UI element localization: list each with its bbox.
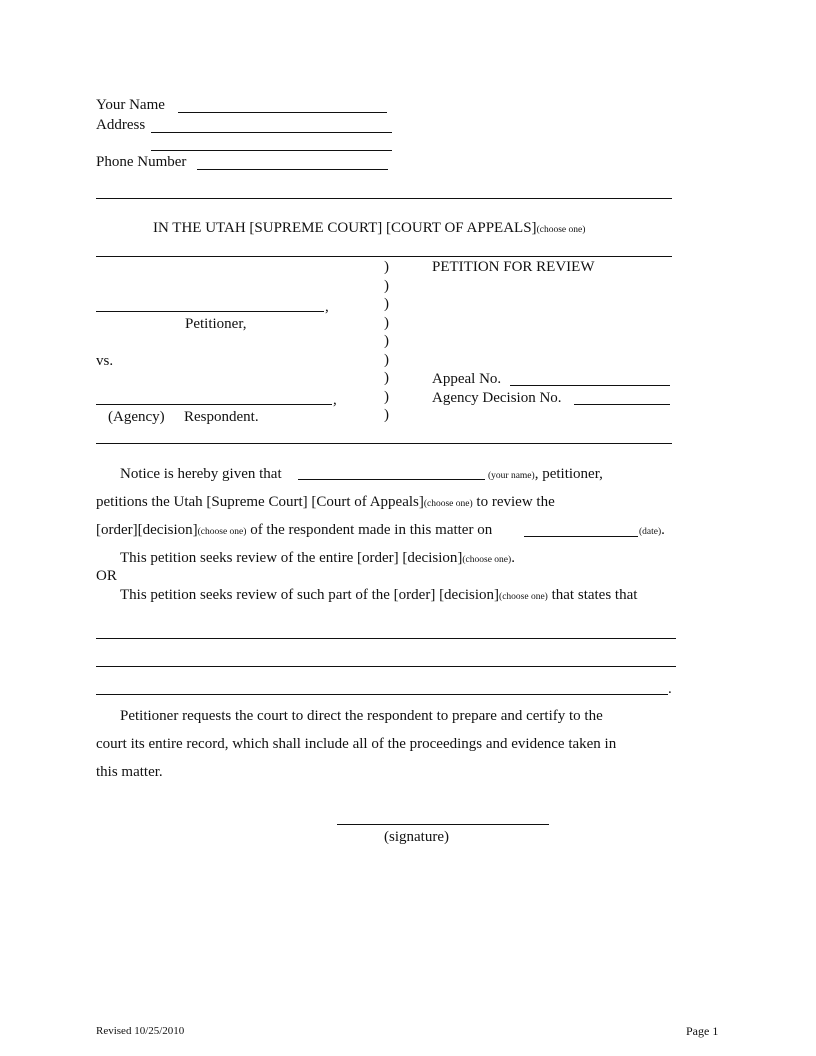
paren: ): [384, 259, 389, 275]
court-choose-one-hint: (choose one): [536, 225, 586, 235]
respondent-label: Respondent.: [184, 409, 259, 425]
notice-line-2-text-b: to review the: [472, 494, 555, 510]
request-line-2: court its entire record, which shall include all of the proceedings and evidence taken in: [96, 736, 617, 752]
agency-label: (Agency): [108, 409, 165, 425]
signature-field[interactable]: [337, 824, 549, 825]
address-field-line-2[interactable]: [151, 150, 392, 151]
choose-one-hint: (choose one): [423, 499, 473, 509]
header-divider: [96, 198, 672, 199]
paren: ): [384, 333, 389, 349]
your-name-field[interactable]: [178, 112, 387, 113]
notice-line-1: [120, 465, 282, 483]
entire-review-period: .: [511, 550, 515, 566]
or-label: OR: [96, 568, 117, 584]
caption-parenthesis-column: [384, 258, 394, 425]
your-name-label: Your Name: [96, 97, 165, 113]
petitioner-name-field[interactable]: [96, 311, 324, 312]
notice-line-2: [96, 493, 555, 513]
page-number: Page 1: [686, 1024, 719, 1038]
choose-one-hint: (choose one): [462, 555, 512, 565]
date-period: .: [661, 522, 665, 538]
date-hint: (date): [639, 527, 662, 537]
notice-line-3-text-a: [order][decision]: [96, 522, 198, 538]
paren: ): [384, 407, 389, 423]
part-review-end-period: .: [668, 681, 672, 697]
choose-one-hint: (choose one): [499, 592, 548, 602]
paren: ): [384, 296, 389, 312]
notice-line-3: [96, 521, 492, 541]
address-field-line-1[interactable]: [151, 132, 392, 133]
entire-review-text: This petition seeks review of the entire [order] [decision]: [120, 550, 463, 566]
paren: ): [384, 388, 389, 405]
request-line-3: this matter.: [96, 764, 163, 780]
paren: ): [384, 370, 389, 386]
phone-number-field[interactable]: [197, 169, 388, 170]
revised-date: Revised 10/25/2010: [96, 1025, 185, 1037]
part-review-text-b: that states that: [547, 587, 638, 603]
document-title: PETITION FOR REVIEW: [432, 259, 595, 275]
petitioner-comma: ,: [325, 299, 329, 315]
notice-text-1: Notice is hereby given that: [120, 466, 282, 482]
your-name-hint: (your name): [488, 471, 535, 481]
part-review-field-line-1[interactable]: [96, 638, 676, 639]
part-review-field-line-2[interactable]: [96, 666, 676, 667]
notice-text-2: , petitioner,: [534, 466, 603, 482]
notice-line-3-text-b: of the respondent made in this matter on: [246, 522, 493, 538]
agency-decision-label: Agency Decision No.: [432, 390, 562, 406]
phone-number-label: Phone Number: [96, 154, 187, 170]
petitioner-name-blank[interactable]: [298, 479, 485, 480]
choose-one-hint: (choose one): [197, 527, 247, 537]
notice-line-2-text-a: petitions the Utah [Supreme Court] [Court of Appeals]: [96, 494, 424, 510]
appeal-no-field[interactable]: [510, 385, 670, 386]
caption-top-divider: [96, 256, 672, 257]
request-line-1: Petitioner requests the court to direct the respondent to prepare and certify to the: [120, 708, 603, 724]
court-title-text: IN THE UTAH [SUPREME COURT] [COURT OF APPEALS]: [153, 220, 537, 236]
entire-review-line: [120, 549, 515, 569]
address-label: Address: [96, 117, 146, 133]
paren: ): [384, 314, 389, 331]
part-review-text-a: This petition seeks review of such part of the [order] [decision]: [120, 587, 500, 603]
respondent-name-field[interactable]: [96, 404, 332, 405]
agency-decision-field[interactable]: [574, 404, 670, 405]
respondent-comma: ,: [333, 392, 337, 408]
caption-bottom-divider: [96, 443, 672, 444]
part-review-line: [120, 586, 637, 606]
signature-label: (signature): [384, 829, 449, 845]
date-hint-wrap: [639, 521, 665, 541]
appeal-no-label: Appeal No.: [432, 371, 502, 387]
notice-line-1-tail: [488, 465, 603, 485]
date-blank[interactable]: [524, 536, 638, 537]
court-title: [153, 219, 585, 239]
vs-label: vs.: [96, 353, 114, 369]
part-review-field-line-3[interactable]: [96, 694, 668, 695]
petitioner-label: Petitioner,: [185, 316, 247, 332]
paren: ): [384, 277, 389, 294]
paren: ): [384, 351, 389, 368]
